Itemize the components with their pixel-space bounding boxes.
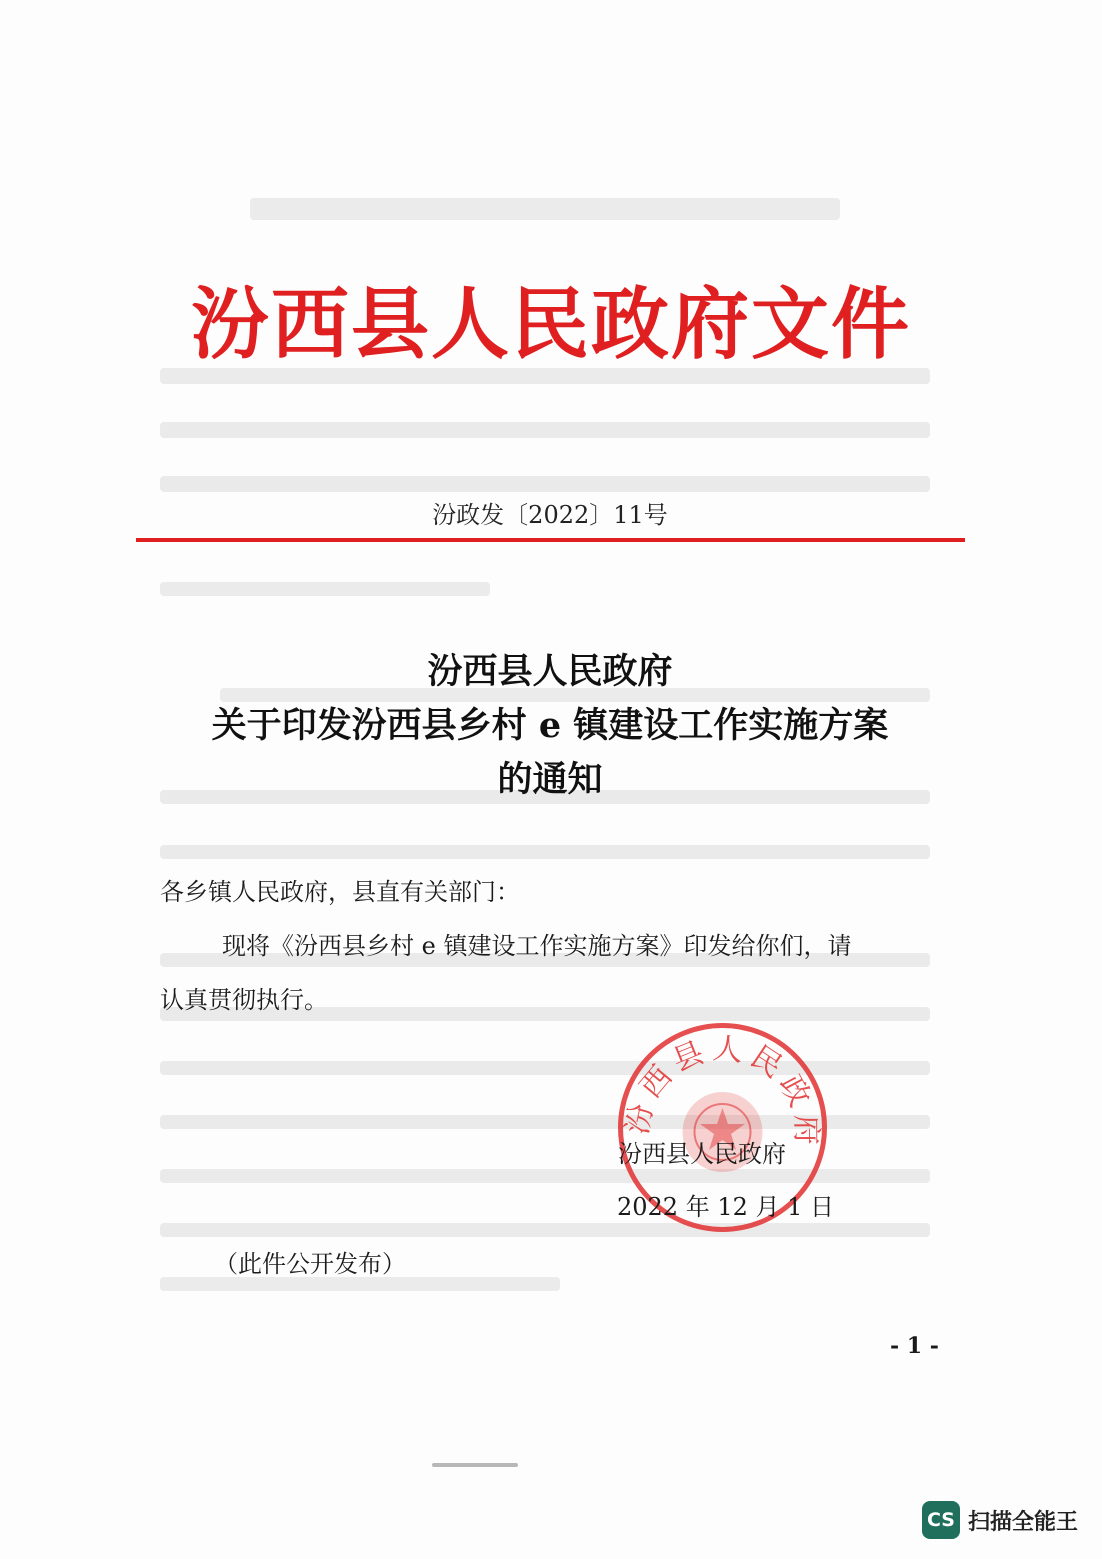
body-text-line: 现将《汾西县乡村 e 镇建设工作实施方案》印发给你们，请 — [222, 932, 852, 960]
document-number: 汾政发〔2022〕11号 — [432, 501, 668, 529]
notice-title-line: 的通知 — [497, 759, 603, 800]
publish-note: （此件公开发布） — [214, 1250, 406, 1278]
camscanner-logo-icon: CS — [922, 1501, 960, 1539]
notice-title — [150, 645, 950, 807]
scanner-watermark — [922, 1501, 1078, 1539]
salutation: 各乡镇人民政府，县直有关部门： — [160, 878, 520, 906]
letterhead-title: 汾西县人民政府文件 — [190, 279, 911, 370]
notice-title-line: 汾西县人民政府 — [427, 651, 673, 692]
scan-artifact — [432, 1463, 518, 1467]
notice-title-line: 关于印发汾西县乡村 e 镇建设工作实施方案 — [211, 705, 889, 746]
page-number: - 1 - — [890, 1333, 939, 1359]
svg-text:汾西县人民政府: 汾西县人民政府 — [619, 1031, 824, 1151]
body-text-line: 认真贯彻执行。 — [160, 986, 328, 1014]
watermark-label: 扫描全能王 — [967, 1509, 1078, 1535]
letterhead-rule — [136, 538, 965, 542]
issue-date: 2022 年 12 月 1 日 — [617, 1193, 835, 1221]
issuer-name: 汾西县人民政府 — [618, 1140, 786, 1168]
